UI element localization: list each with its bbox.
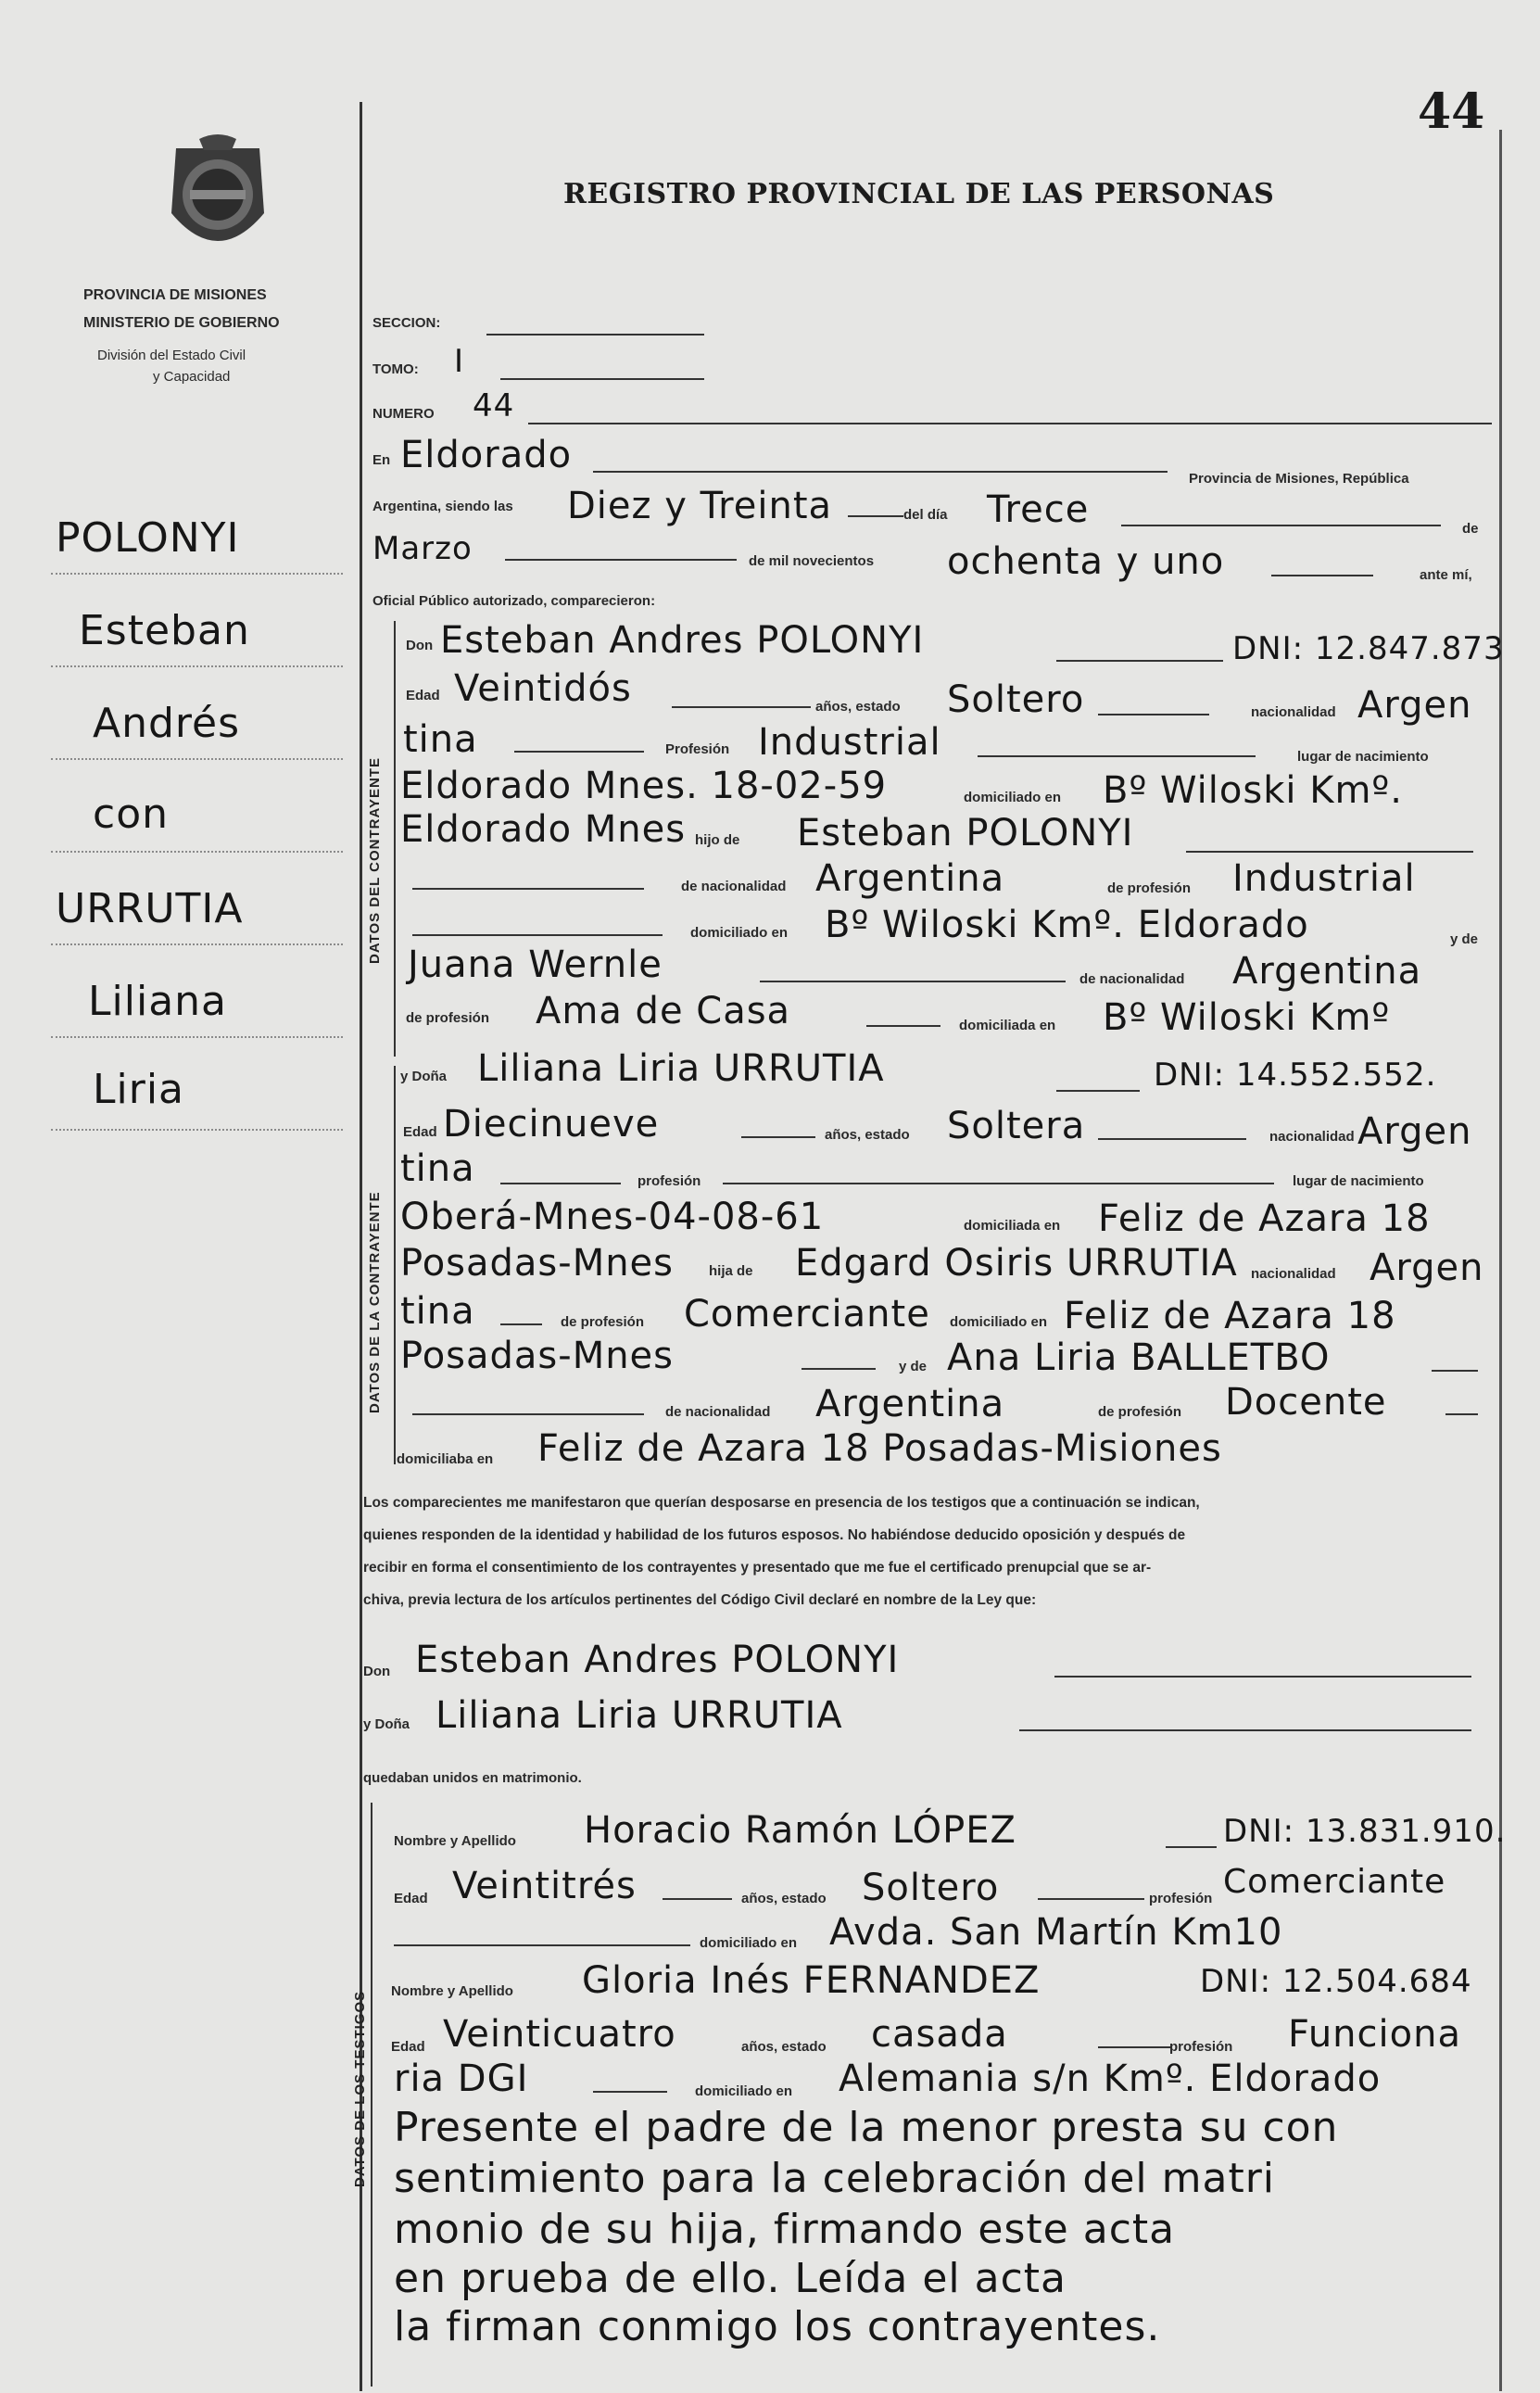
note-line: Presente el padre de la menor presta su con — [394, 2104, 1339, 2151]
page-title: REGISTRO PROVINCIAL DE LAS PERSONAS — [563, 178, 1275, 210]
w1-status-line — [1038, 1898, 1144, 1900]
margin-name-3: Andrés — [93, 700, 241, 747]
bride-mprof-line — [1445, 1413, 1478, 1415]
groom-name: Esteban Andres POLONYI — [440, 619, 925, 662]
bride-father-nationality-2: tina — [400, 1290, 475, 1333]
union-groom-line — [1054, 1676, 1471, 1678]
groom-father-profession: Industrial — [1232, 857, 1416, 900]
bride-nationality-1: Argen — [1357, 1110, 1472, 1153]
day-line — [1121, 525, 1441, 526]
year-line — [1271, 575, 1373, 576]
tomo-label: TOMO: — [372, 361, 419, 377]
bride-father-city: Posadas-Mnes — [400, 1335, 675, 1377]
bride-de-prof-label: de profesión — [561, 1314, 645, 1330]
groom-address: Bº Wiloski Kmº. — [1103, 769, 1403, 812]
bride-mother: Ana Liria BALLETBO — [947, 1336, 1331, 1379]
w2-prof-line — [593, 2091, 667, 2093]
witness-section-box — [371, 1803, 372, 2387]
right-border — [1499, 130, 1502, 2391]
bride-de-nac-label: de nacionalidad — [665, 1404, 771, 1420]
w2-profession-2: ria DGI — [394, 2057, 529, 2100]
union-dona-label: y Doña — [363, 1716, 410, 1732]
bride-father: Edgard Osiris URRUTIA — [795, 1242, 1238, 1285]
bride-age: Diecinueve — [443, 1103, 660, 1146]
groom-blank-line-2 — [412, 934, 663, 936]
bride-father-address: Feliz de Azara 18 — [1064, 1295, 1396, 1337]
numero-value: 44 — [473, 387, 515, 424]
page-number: 44 — [1418, 83, 1485, 140]
union-bride-line — [1019, 1729, 1471, 1731]
w1-estado-label: años, estado — [741, 1891, 827, 1906]
groom-status-line — [1098, 714, 1209, 715]
bride-lugar-label: lugar de nacimiento — [1293, 1173, 1424, 1189]
bride-domicilio-label: domiciliada en — [964, 1218, 1061, 1234]
w1-dni: DNI: 13.831.910. — [1223, 1813, 1507, 1850]
year-value: ochenta y uno — [947, 540, 1225, 583]
month-line — [505, 559, 737, 561]
groom-estado-label: años, estado — [815, 699, 901, 715]
oficial-text: Oficial Público autorizado, comparecieron: — [372, 593, 656, 609]
division-label: División del Estado Civil — [97, 348, 246, 363]
province-label: PROVINCIA DE MISIONES — [83, 287, 267, 303]
margin-dotline — [51, 943, 343, 945]
bride-address-2: Posadas-Mnes — [400, 1242, 675, 1285]
groom-hijo-label: hijo de — [695, 832, 740, 848]
bride-nacionalidad-label: nacionalidad — [1269, 1129, 1355, 1145]
margin-name-2: Esteban — [79, 607, 250, 654]
hour-line — [848, 515, 903, 517]
bride-birthplace: Oberá-Mnes-04-08-61 — [400, 1196, 825, 1238]
union-don-label: Don — [363, 1664, 391, 1679]
place-value: Eldorado — [400, 434, 573, 476]
union-closing: quedaban unidos en matrimonio. — [363, 1770, 582, 1786]
declaration-line: Los comparecientes me manifestaron que querían desposarse en presencia de los testigos que a continuación se indican, — [363, 1495, 1200, 1511]
bride-address: Feliz de Azara 18 — [1098, 1197, 1431, 1240]
margin-dotline — [51, 851, 343, 853]
union-bride: Liliana Liria URRUTIA — [435, 1694, 843, 1737]
groom-dni: DNI: 12.847.873 — [1232, 630, 1505, 667]
groom-domiciliada-label: domiciliada en — [959, 1018, 1056, 1033]
groom-y-de-label: y de — [1450, 931, 1479, 947]
provincia-text: Provincia de Misiones, República — [1189, 471, 1409, 487]
day-value: Trece — [987, 488, 1090, 531]
en-label: En — [372, 452, 391, 468]
groom-profesion-label: Profesión — [665, 741, 730, 757]
w2-address: Alemania s/n Kmº. Eldorado — [839, 2057, 1382, 2100]
tomo-line — [500, 378, 704, 380]
bride-nationality-2: tina — [400, 1147, 475, 1190]
groom-birthplace: Eldorado Mnes. 18-02-59 — [400, 765, 888, 807]
month-value: Marzo — [372, 530, 473, 567]
w2-name: Gloria Inés FERNANDEZ — [582, 1959, 1041, 2002]
groom-domicilio-label: domiciliado en — [964, 790, 1062, 805]
groom-mother-nac-label: de nacionalidad — [1079, 971, 1185, 987]
bride-prof-line — [723, 1183, 1274, 1184]
groom-domiciliado-label: domiciliado en — [690, 925, 789, 941]
margin-name-7: Liria — [93, 1066, 185, 1113]
bride-civil-status: Soltera — [947, 1105, 1086, 1147]
bride-name: Liliana Liria URRUTIA — [477, 1047, 885, 1090]
groom-prof-line — [978, 755, 1256, 757]
bride-estado-label: años, estado — [825, 1127, 910, 1143]
w1-blank-line — [394, 1944, 690, 1946]
groom-civil-status: Soltero — [947, 678, 1085, 721]
union-groom: Esteban Andres POLONYI — [415, 1639, 900, 1681]
hour-value: Diez y Treinta — [567, 485, 833, 527]
bride-fnat-line — [500, 1323, 542, 1325]
groom-mother-prof-label: de profesión — [406, 1010, 490, 1026]
ministry-label: MINISTERIO DE GOBIERNO — [83, 315, 280, 331]
bride-dni: DNI: 14.552.552. — [1154, 1057, 1437, 1094]
note-line: monio de su hija, firmando este acta — [394, 2206, 1176, 2253]
groom-blank-line — [412, 888, 644, 890]
w1-age-line — [663, 1898, 732, 1900]
numero-line — [528, 423, 1492, 424]
bride-mother-nationality: Argentina — [815, 1383, 1005, 1425]
groom-don-label: Don — [406, 638, 434, 653]
groom-address-2: Eldorado Mnes — [400, 808, 687, 851]
groom-section-label: DATOS DEL CONTRAYENTE — [367, 757, 383, 964]
groom-mother-prof-line — [866, 1025, 940, 1027]
bride-edad-label: Edad — [403, 1124, 437, 1140]
groom-de-prof-label: de profesión — [1107, 880, 1192, 896]
groom-mother-line — [760, 981, 1066, 982]
margin-name-1: POLONYI — [56, 514, 240, 562]
coat-of-arms-seal — [148, 130, 287, 269]
bride-father-nationality-1: Argen — [1370, 1247, 1484, 1289]
note-line: la firman conmigo los contrayentes. — [394, 2303, 1161, 2350]
w2-profesion-label: profesión — [1169, 2039, 1233, 2055]
groom-mother-nationality: Argentina — [1232, 950, 1422, 993]
groom-profession: Industrial — [758, 721, 941, 764]
bride-domiciliado-label: domiciliado en — [950, 1314, 1048, 1330]
groom-lugar-label: lugar de nacimiento — [1297, 749, 1429, 765]
w1-address: Avda. San Martín Km10 — [829, 1911, 1283, 1954]
witness-section-label: DATOS DE LOS TESTIGOS — [352, 1990, 368, 2187]
w1-nombre-label: Nombre y Apellido — [394, 1833, 516, 1849]
w1-name-line — [1166, 1846, 1217, 1848]
margin-dotline — [51, 758, 343, 760]
w2-profession-1: Funciona — [1288, 2013, 1461, 2056]
margin-dotline — [51, 665, 343, 667]
w2-edad-label: Edad — [391, 2039, 425, 2055]
groom-mother: Juana Wernle — [408, 943, 663, 986]
groom-mother-profession: Ama de Casa — [536, 990, 791, 1032]
place-line — [593, 471, 1168, 473]
bride-y-de-label: y de — [899, 1359, 928, 1374]
w2-domicilio-label: domiciliado en — [695, 2083, 793, 2099]
groom-father: Esteban POLONYI — [797, 812, 1134, 855]
groom-age: Veintidós — [454, 667, 632, 710]
groom-edad-label: Edad — [406, 688, 440, 703]
margin-dotline — [51, 1129, 343, 1131]
w2-nombre-label: Nombre y Apellido — [391, 1983, 513, 1999]
w1-edad-label: Edad — [394, 1891, 428, 1906]
de-mil-text: de mil novecientos — [749, 553, 875, 569]
declaration-line: chiva, previa lectura de los artículos pertinentes del Código Civil declaré en nombre de la Ley que: — [363, 1592, 1037, 1608]
bride-section-box — [394, 1066, 396, 1464]
groom-nationality-2: tina — [403, 718, 478, 761]
bride-de-prof-label-2: de profesión — [1098, 1404, 1182, 1420]
w2-dni: DNI: 12.504.684 — [1200, 1963, 1472, 2000]
argentina-text: Argentina, siendo las — [372, 499, 513, 514]
bride-domiciliaba-label: domiciliaba en — [397, 1451, 494, 1467]
w2-status: casada — [871, 2013, 1008, 2056]
bride-name-line — [1056, 1090, 1140, 1092]
groom-section-box — [394, 621, 396, 1057]
bride-profesion-label: profesión — [637, 1173, 701, 1189]
groom-name-line — [1056, 660, 1223, 662]
groom-nacionalidad-label: nacionalidad — [1251, 704, 1336, 720]
bride-father-nac-label: nacionalidad — [1251, 1266, 1336, 1282]
w1-status: Soltero — [862, 1867, 1000, 1909]
bride-mother-line — [1432, 1370, 1478, 1372]
margin-dotline — [51, 1036, 343, 1038]
note-line: en prueba de ello. Leída el acta — [394, 2255, 1067, 2302]
groom-nat-line — [514, 751, 644, 753]
margin-dotline — [51, 573, 343, 575]
bride-hija-label: hija de — [709, 1263, 753, 1279]
groom-age-line — [672, 706, 811, 708]
w2-status-line — [1098, 2046, 1172, 2048]
declaration-line: quienes responden de la identidad y habilidad de los futuros esposos. No habiéndose deducido oposición y después de — [363, 1527, 1186, 1543]
bride-age-line — [741, 1136, 815, 1138]
bride-status-line — [1098, 1138, 1246, 1140]
bride-mother-profession: Docente — [1225, 1381, 1387, 1424]
division-label-2: y Capacidad — [153, 369, 231, 385]
bride-dona-label: y Doña — [400, 1069, 448, 1084]
w1-age: Veintitrés — [452, 1865, 637, 1907]
bride-blank-line — [412, 1413, 644, 1415]
w1-profesion-label: profesión — [1149, 1891, 1213, 1906]
w1-domicilio-label: domiciliado en — [700, 1935, 798, 1951]
groom-father-line — [1186, 851, 1473, 853]
seccion-line — [486, 334, 704, 336]
margin-name-6: Liliana — [88, 978, 227, 1025]
groom-de-nac-label: de nacionalidad — [681, 879, 787, 894]
seccion-label: SECCION: — [372, 315, 441, 331]
bride-mother-address: Feliz de Azara 18 Posadas-Misiones — [537, 1427, 1222, 1470]
groom-father-nationality: Argentina — [815, 857, 1005, 900]
numero-label: NUMERO — [372, 406, 435, 422]
groom-mother-address: Bº Wiloski Kmº — [1103, 996, 1391, 1039]
note-line: sentimiento para la celebración del matri — [394, 2155, 1276, 2202]
w1-name: Horacio Ramón LÓPEZ — [584, 1809, 1016, 1852]
w2-age: Veinticuatro — [443, 2013, 676, 2056]
del-dia-text: del día — [903, 507, 948, 523]
w2-estado-label: años, estado — [741, 2039, 827, 2055]
tomo-value: I — [454, 343, 465, 380]
groom-father-address: Bº Wiloski Kmº. Eldorado — [825, 904, 1309, 946]
ante-mi-text: ante mí, — [1420, 567, 1472, 583]
bride-city-line — [802, 1368, 876, 1370]
margin-name-5: URRUTIA — [56, 885, 244, 932]
bride-section-label: DATOS DE LA CONTRAYENTE — [367, 1191, 383, 1413]
declaration-line: recibir en forma el consentimiento de los contrayentes y presentado que me fue el certificado prenupcial que se ar- — [363, 1560, 1152, 1576]
groom-nationality-1: Argen — [1357, 684, 1472, 727]
bride-nat-line — [500, 1183, 621, 1184]
w1-profession: Comerciante — [1223, 1863, 1446, 1901]
bride-father-profession: Comerciante — [684, 1293, 930, 1336]
de-text: de — [1462, 521, 1479, 537]
margin-name-4: con — [93, 791, 169, 838]
